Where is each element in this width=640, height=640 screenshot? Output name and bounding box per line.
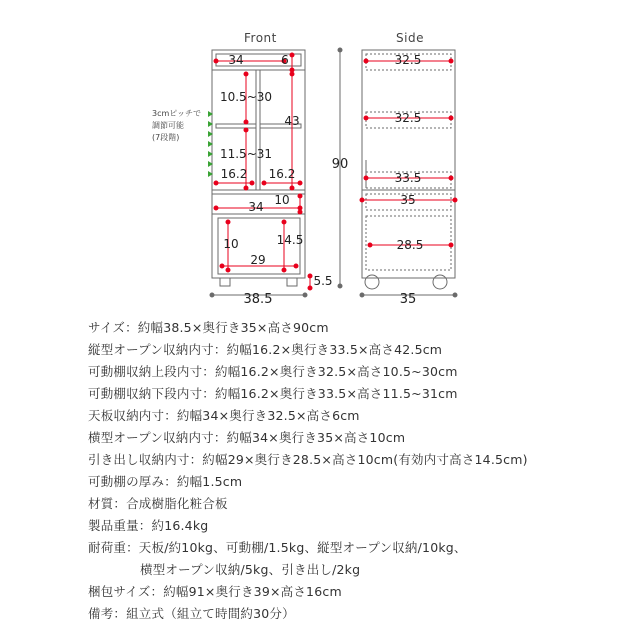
label-drawer-height: 10 (223, 237, 239, 251)
adjust-note-line-3: (7段階) (152, 133, 180, 142)
label-side-vertical-depth: 33.5 (394, 171, 422, 185)
label-overall-width: 38.5 (243, 292, 273, 307)
side-caster-right (433, 275, 447, 289)
spec-drawer: 引き出し収納内寸：約幅29×奥行き28.5×高さ10cm(有効内寸高さ14.5cm) (88, 452, 528, 467)
spec-horizontal-open: 横型オープン収納内寸：約幅34×奥行き35×高さ10cm (88, 430, 406, 445)
adjust-note-line-2: 調節可能 (152, 121, 184, 130)
spec-shelf-upper: 可動棚収納上段内寸：約幅16.2×奥行き32.5×高さ10.5~30cm (88, 364, 458, 379)
movable-shelf-left (216, 124, 256, 128)
label-shelf-width: 16.2 (220, 167, 248, 181)
label-overall-depth: 35 (399, 292, 417, 307)
label-side-shelf-depth: 32.5 (394, 111, 422, 125)
spec-shelf-lower: 可動棚収納下段内寸：約幅16.2×奥行き33.5×高さ11.5~31cm (88, 386, 458, 401)
front-caster-right (287, 278, 297, 286)
spec-material: 材質：合成樹脂化粧合板 (88, 496, 228, 511)
label-total-vertical: 43 (284, 114, 300, 128)
spec-vertical-open: 縦型オープン収納内寸：約幅16.2×奥行き33.5×高さ42.5cm (88, 342, 443, 357)
label-lower-shelf: 11.5~31 (219, 147, 273, 161)
label-side-open-depth: 35 (400, 193, 416, 207)
label-open-width: 34 (248, 200, 264, 214)
front-caster-left (220, 278, 230, 286)
label-overall-height: 90 (331, 157, 349, 172)
spec-package-size: 梱包サイズ：約幅91×奥行き39×高さ16cm (88, 584, 342, 599)
spec-shelf-thickness: 可動棚の厚み：約幅1.5cm (88, 474, 243, 489)
side-view (362, 50, 455, 289)
adjust-note (152, 108, 201, 144)
spec-size: サイズ：約幅38.5×奥行き35×高さ90cm (88, 320, 329, 335)
adjust-note-line-1: 3cmピッチで (152, 109, 201, 118)
spec-notes: 備考：組立式（組立て時間約30分） (88, 606, 295, 621)
label-shelf-width-right: 16.2 (268, 167, 296, 181)
spec-load-capacity: 耐荷重：天板/約10kg、可動棚/1.5kg、縦型オープン収納/10kg、 (88, 540, 467, 555)
spec-load-capacity-cont: 横型オープン収納/5kg、引き出し/2kg (140, 562, 361, 577)
label-open-height: 10 (274, 193, 290, 207)
label-upper-shelf: 10.5~30 (219, 90, 273, 104)
dimension-diagram (0, 0, 640, 310)
side-caster-left (365, 275, 379, 289)
label-top-width: 34 (228, 53, 244, 67)
label-caster-height: 5.5 (313, 274, 333, 288)
front-header: Front (244, 31, 277, 45)
label-top-height: 6 (281, 53, 289, 67)
side-header: Side (396, 31, 424, 45)
label-drawer-effective: 14.5 (276, 233, 304, 247)
label-drawer-width: 29 (250, 253, 266, 267)
label-side-drawer-depth: 28.5 (396, 238, 424, 252)
label-side-top-depth: 32.5 (394, 53, 422, 67)
spec-top-storage: 天板収納内寸：約幅34×奥行き32.5×高さ6cm (88, 408, 360, 423)
spec-weight: 製品重量：約16.4kg (88, 518, 209, 533)
